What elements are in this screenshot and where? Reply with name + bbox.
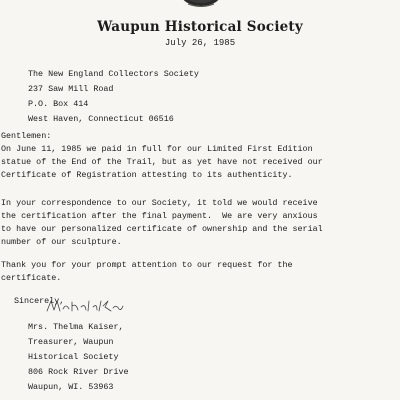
letter-date: July 26, 1985: [164, 38, 236, 48]
signer-line: Historical Society: [28, 352, 119, 362]
recipient-line: 237 Saw Mill Road: [28, 84, 114, 94]
paragraph-line: the certification after the final payment. We are very anxious: [1, 211, 318, 221]
recipient-line: The New England Collectors Society: [28, 69, 199, 79]
paragraph-line: number of our sculpture.: [1, 237, 122, 247]
paragraph-line: Certificate of Registration attesting to its authenticity.: [1, 170, 293, 180]
paragraph-line: to have our personalized certificate of ownership and the serial: [1, 224, 323, 234]
paragraph-line: In your correspondence to our Society, it told we would receive: [1, 198, 318, 208]
signer-line: 806 Rock River Drive: [28, 367, 129, 377]
signer-line: Mrs. Thelma Kaiser,: [28, 322, 124, 332]
paragraph-line: certificate.: [1, 273, 62, 283]
salutation: Gentlemen:: [1, 131, 52, 141]
recipient-line: P.O. Box 414: [28, 99, 89, 109]
signer-line: Waupun, WI. 53963: [28, 382, 114, 392]
letterhead-title: Waupun Historical Society: [97, 19, 303, 35]
paragraph-line: statue of the End of the Trail, but as yet have not received our: [1, 157, 323, 167]
society-seal-icon: [179, 0, 223, 8]
recipient-line: West Haven, Connecticut 06516: [28, 114, 174, 124]
paragraph-line: On June 11, 1985 we paid in full for our Limited First Edition: [1, 144, 313, 154]
signer-line: Treasurer, Waupun: [28, 337, 114, 347]
closing: Sincerely,: [14, 296, 65, 306]
handwritten-signature: [45, 297, 125, 317]
paragraph-line: Thank you for your prompt attention to our request for the: [1, 260, 293, 270]
